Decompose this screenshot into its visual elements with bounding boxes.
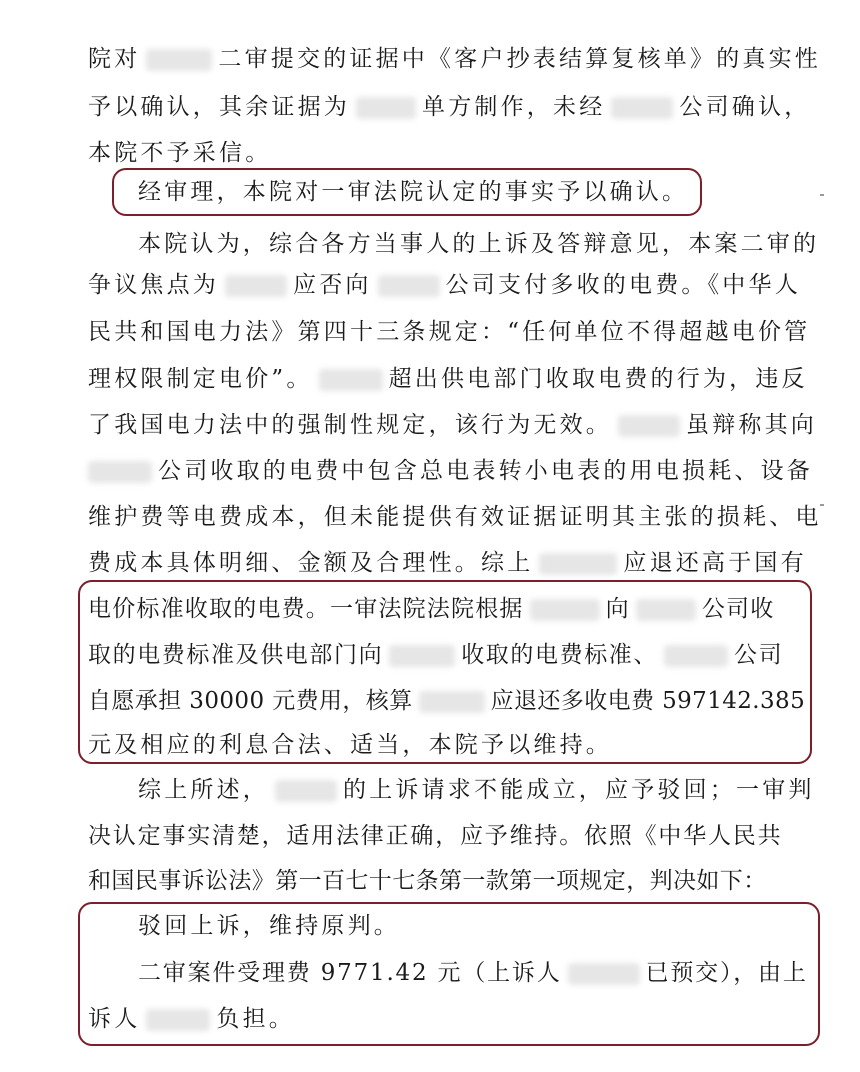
redacted-name [378,275,440,297]
text-line [88,821,808,851]
redacted-name [88,461,152,483]
text-line [88,92,811,122]
text-segment: 负担。 [216,1006,296,1032]
text-segment: 电价标准收取的电费。一审法院法院根据 [88,596,524,622]
text-segment: 本院不予采信。 [88,140,272,166]
redacted-name [636,599,696,621]
text-segment: 取的电费标准及供电部门向 [88,642,384,668]
redacted-name [618,415,680,437]
text-line [88,44,822,74]
text-line [88,138,808,168]
text-segment: 的上诉请求不能成立，应予驳回；一审判 [343,777,815,803]
text-line [138,958,808,988]
text-segment: 本院认为，综合各方当事人的上诉及答辩意见，本案二审的 [138,231,820,257]
text-segment: 院对 [88,46,141,72]
text-line [88,456,813,486]
redacted-name [356,97,416,119]
redacted-name [419,691,485,713]
text-segment: 费成本具体明细、金额及合理性。综上 [88,550,534,576]
redacted-name [611,97,673,119]
text-segment: 决认定事实清楚，适用法律正确，应予维持。依照《中华人民共 [88,823,783,849]
text-segment: 诉人 [88,1006,141,1032]
text-line [138,775,815,805]
redacted-name [389,645,455,667]
text-segment: 虽辩称其向 [686,412,817,438]
text-segment: 经审理，本院对一审法院认定的事实予以确认。 [138,179,689,205]
text-line [88,502,822,532]
text-segment: 元及相应的利息合法、适当，本院予以维持。 [88,732,612,758]
text-segment: 公司确认， [679,94,811,120]
text-segment: 予以确认，其余证据为 [88,94,350,120]
text-line [88,364,808,394]
redacted-name [275,780,337,802]
text-segment: 和国民事诉讼法》第一百七十七条第一款第一项规定，判决如下： [88,868,767,894]
text-segment: 二审案件受理费 9771.42 元（上诉人 [138,960,562,986]
text-segment: 公司 [734,642,784,668]
text-segment: 争议焦点为 [88,272,219,298]
text-line [138,229,858,259]
redacted-name [225,275,287,297]
text-segment: 应退还高于国有 [623,550,807,576]
redacted-name [146,1009,210,1031]
redacted-name [319,369,383,391]
text-line [138,911,858,941]
text-segment: 理权限制定电价”。 [88,366,313,392]
text-segment: 单方制作，未经 [422,94,606,120]
text-segment: 了我国电力法中的强制性规定，该行为无效。 [88,412,612,438]
text-line [88,410,817,440]
text-segment: 公司收取的电费中包含总电表转小电表的用电损耗、设备 [158,458,813,484]
redacted-name [568,963,640,985]
text-segment: 综上所述， [138,777,269,803]
text-segment: 已预交），由上 [645,960,808,986]
text-segment: 维护费等电费成本，但未能提供有效证据证明其主张的损耗、电 [88,504,822,530]
text-segment: 二审提交的证据中《客户抄表结算复核单》的真实性 [218,46,822,72]
text-line [88,730,808,760]
text-line [88,270,808,300]
text-segment: 向 [605,596,630,622]
text-line [88,866,808,896]
text-line [88,594,808,624]
text-line [138,177,858,207]
text-segment: 超出供电部门收取电费的行为，违反 [388,366,808,392]
text-segment: 应否向 [293,272,372,298]
text-segment: 公司支付多收的电费。《中华人 [445,272,801,298]
redacted-name [146,49,212,71]
text-line [88,548,808,578]
text-segment: 收取的电费标准、 [461,642,659,668]
text-line [88,640,808,670]
text-segment: 应退还多收电费 597142.385 [490,688,806,714]
text-line [88,317,811,347]
text-line [88,686,808,716]
text-line [88,1004,808,1034]
text-segment: 自愿承担 30000 元费用，核算 [88,688,413,714]
redacted-name [530,599,600,621]
text-segment: 公司收 [701,596,775,622]
text-segment: 民共和国电力法》第四十三条规定：“任何单位不得超越电价管 [88,319,811,345]
redacted-name [664,645,728,667]
text-segment: 驳回上诉，维持原判。 [138,913,400,939]
redacted-name [539,553,617,575]
